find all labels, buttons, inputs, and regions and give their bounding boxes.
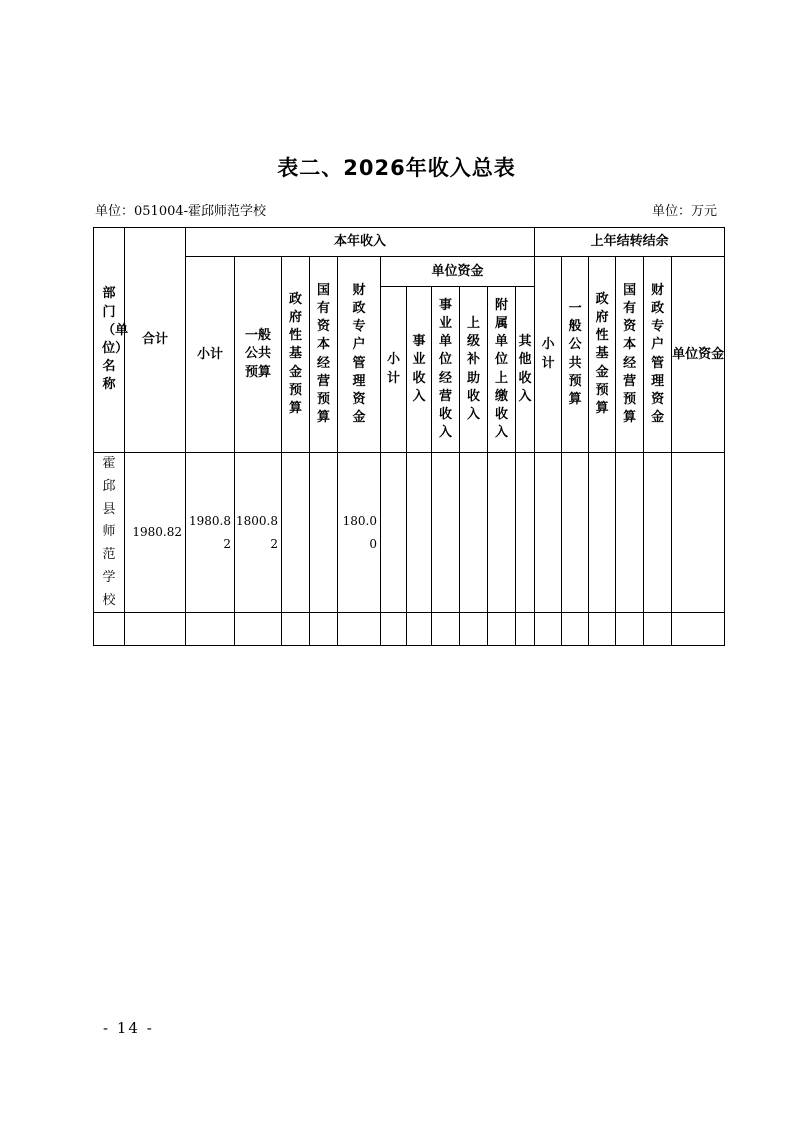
header-unit-subtotal: 小计 [381,287,407,453]
page-title: 表二、2026年收入总表 [277,156,516,180]
header-operating-income: 事业单位经营收入 [432,287,460,453]
header-prev-state-capital: 国有资本经营预算 [616,257,644,453]
header-business-income: 事业收入 [407,287,432,453]
unit-label: 单位：051004-霍邱师范学校 [95,204,267,219]
header-superior-subsidy: 上级补助收入 [460,287,488,453]
page-number: - 14 - [103,1019,154,1037]
header-other-income: 其他收入 [516,287,535,453]
cell-operating-income [432,453,460,613]
header-gov-fund: 政府性基金预算 [282,257,310,453]
cell-superior-subsidy [460,453,488,613]
header-dept-name: 部门（单位）名称 [94,228,125,453]
cell-prev-fiscal-special [644,453,672,613]
header-prev-unit-funds: 单位资金 [672,257,725,453]
cell-fiscal-special: 180.00 [338,453,381,613]
cell-total: 1980.82 [125,453,186,613]
cell-gov-fund [282,453,310,613]
header-unit-funds: 单位资金 [381,257,535,287]
cell-other-income [516,453,535,613]
header-current-year-income: 本年收入 [186,228,535,257]
cell-prev-unit-funds [672,453,725,613]
cell-state-capital [310,453,338,613]
cell-prev-gov-fund [589,453,616,613]
header-prev-subtotal: 小计 [535,257,562,453]
income-summary-table [93,227,725,646]
cell-unit-subtotal [381,453,407,613]
header-general-budget: 一般公共预算 [235,257,282,453]
cell-affiliated-income [488,453,516,613]
header-prev-fiscal-special: 财政专户管理资金 [644,257,672,453]
cell-subtotal: 1980.82 [186,453,235,613]
header-subtotal: 小计 [186,257,235,453]
cell-business-income [407,453,432,613]
cell-prev-general-budget [562,453,589,613]
currency-unit-label: 单位：万元 [651,204,717,219]
header-affiliated-income: 附属单位上缴收入 [488,287,516,453]
cell-general-budget: 1800.82 [235,453,282,613]
cell-dept-name: 霍邱县师范学校 [94,453,125,613]
header-total: 合计 [125,228,186,453]
header-prev-year-carryover: 上年结转结余 [535,228,725,257]
header-prev-general-budget: 一般公共预算 [562,257,589,453]
cell-prev-state-capital [616,453,644,613]
cell-prev-subtotal [535,453,562,613]
table-row [94,453,725,613]
header-fiscal-special: 财政专户管理资金 [338,257,381,453]
header-prev-gov-fund: 政府性基金预算 [589,257,616,453]
table-row-empty [94,613,725,646]
header-state-capital: 国有资本经营预算 [310,257,338,453]
